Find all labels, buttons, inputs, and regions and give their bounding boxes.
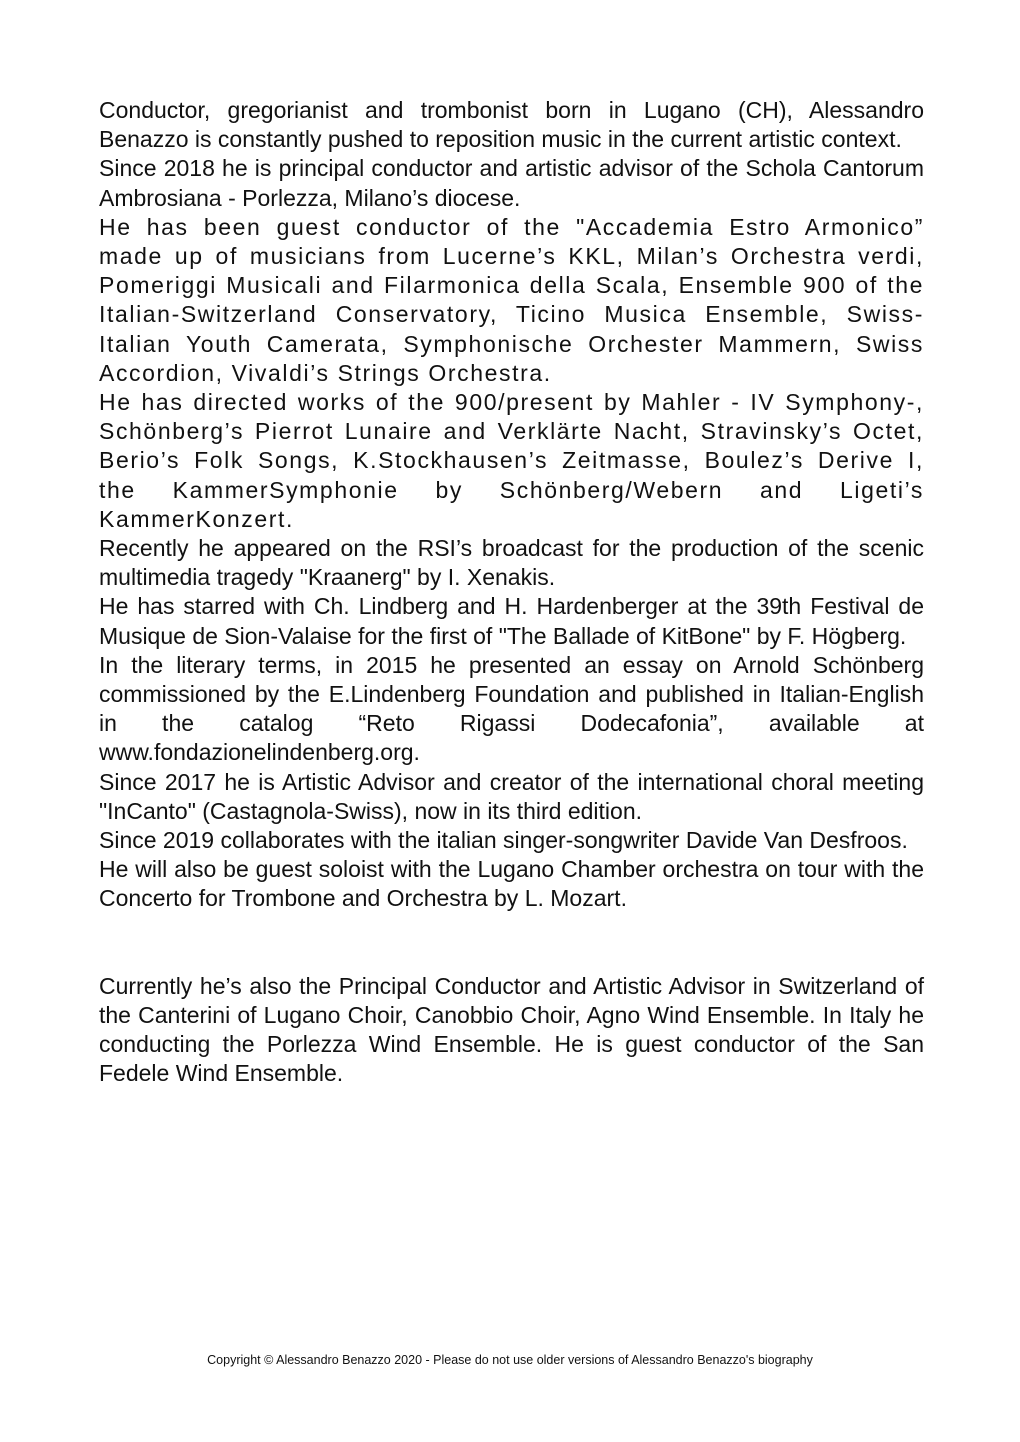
bio-paragraph-current-positions: Currently he’s also the Principal Conductor and Artistic Advisor in Switzerland of the Canterini of Lugano Choir, Canobbio Choir, Agno Wind Ensemble. In Italy he conducting the Porlezza Wind Ensemble. He is guest conductor of the San Fedele Wind Ensemble. [99,972,924,1087]
copyright-footer: Copyright © Alessandro Benazzo 2020 - Please do not use older versions of Alessandro Benazzo's biography [207,1353,813,1367]
bio-paragraph-schola: Since 2018 he is principal conductor and artistic advisor of the Schola Cantorum Ambrosiana - Porlezza, Milano’s diocese. [99,155,924,211]
biography-body [99,96,924,1089]
bio-paragraph-works-directed: He has directed works of the 900/present by Mahler - IV Symphony-, Schönberg’s Pierrot Lunaire and Verklärte Nacht, Stravinsky’s Octet, Berio’s Folk Songs, K.Stockhausen’s Zeitmasse, Boulez’s Derive I, the KammerSymphonie by Schönberg/Webern and Ligeti’s KammerKonzert. [99,389,924,532]
bio-paragraph-van-desfroos: Since 2019 collaborates with the italian singer-songwriter Davide Van Desfroos. [99,827,908,854]
bio-paragraph-sion-festival: He has starred with Ch. Lindberg and H. Hardenberger at the 39th Festival de Musique de Sion-Valaise for the first of "The Ballade of KitBone" by F. Högberg. [99,593,924,649]
bio-paragraph-guest-conductor: He has been guest conductor of the "Accademia Estro Armonico” made up of musicians from Lucerne’s KKL, Milan’s Orchestra verdi, Pomeriggi Musicali and Filarmonica della Scala, Ensemble 900 of the Italian-Switzerland Conservatory, Ticino Musica Ensemble, Swiss-Italian Youth Camerata, Symphonische Orchester Mammern, Swiss Accordion, Vivaldi’s Strings Orchestra. [99,213,924,386]
bio-paragraph-incanto: Since 2017 he is Artistic Advisor and creator of the international choral meeting "InCanto" (Castagnola-Swiss), now in its third edition. [99,768,924,824]
bio-paragraph-mozart-soloist: He will also be guest soloist with the Lugano Chamber orchestra on tour with the Concerto for Trombone and Orchestra by L. Mozart. [99,856,924,912]
bio-paragraph-literary: In the literary terms, in 2015 he presented an essay on Arnold Schönberg commissioned by the E.Lindenberg Foundation and published in Italian-English in the catalog “Reto Rigassi Dodecafonia”, available at www.fondazionelindenberg.org. [99,651,924,766]
paragraph-spacer [99,914,924,972]
bio-paragraph-rsi-broadcast: Recently he appeared on the RSI’s broadcast for the production of the scenic multimedia tragedy "Kraanerg" by I. Xenakis. [99,535,924,591]
bio-paragraph-origin: Conductor, gregorianist and trombonist born in Lugano (CH), Alessandro Benazzo is constantly pushed to reposition music in the current artistic context. [99,97,924,153]
